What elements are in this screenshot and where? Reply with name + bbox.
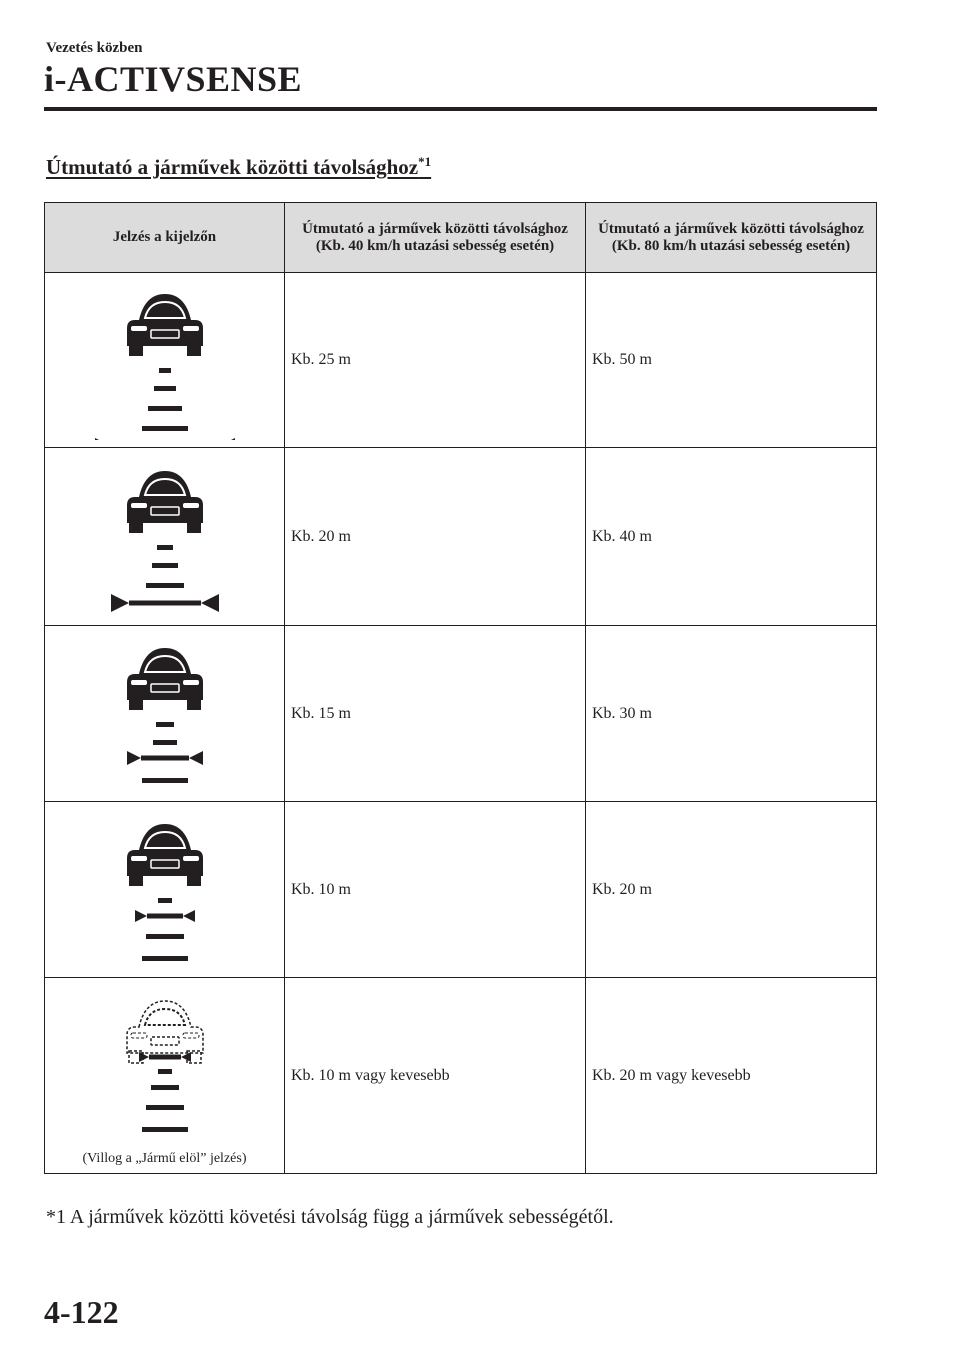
distance-40kmh: Kb. 10 m vagy kevesebb bbox=[285, 978, 586, 1174]
icon-cell bbox=[45, 448, 285, 626]
section-label: Vezetés közben bbox=[46, 40, 143, 56]
distance-bar bbox=[129, 600, 201, 605]
subheading-text: Útmutató a járművek közötti távolsághoz bbox=[46, 155, 419, 179]
icon-cell bbox=[45, 802, 285, 978]
header-distance-40kmh: Útmutató a járművek közötti távolsághoz (Kb. 40 km/h utazási sebesség esetén) bbox=[285, 203, 586, 273]
subheading bbox=[46, 154, 431, 180]
distance-40kmh: Kb. 15 m bbox=[285, 626, 586, 802]
distance-bar bbox=[156, 722, 174, 727]
right-marker-icon bbox=[201, 594, 219, 612]
distance-bar bbox=[142, 778, 188, 783]
distance-bar bbox=[153, 740, 177, 745]
table-header-row bbox=[45, 203, 877, 273]
header-display-indication: Jelzés a kijelzőn bbox=[45, 203, 285, 273]
left-marker-icon bbox=[135, 910, 147, 922]
table-row bbox=[45, 273, 877, 448]
distance-bar bbox=[151, 1085, 179, 1090]
vehicle-ahead-icon bbox=[127, 294, 203, 356]
icon-cell bbox=[45, 273, 285, 448]
table-row bbox=[45, 978, 877, 1174]
vehicle-distance-3-bars-icon bbox=[45, 634, 285, 794]
distance-bar bbox=[141, 755, 189, 760]
distance-bar bbox=[154, 386, 176, 391]
distance-bar bbox=[147, 913, 183, 918]
vehicle-distance-2-bars-icon bbox=[45, 810, 285, 970]
distance-bar bbox=[157, 545, 173, 550]
distance-80kmh: Kb. 20 m bbox=[586, 802, 877, 978]
distance-80kmh: Kb. 40 m bbox=[586, 448, 877, 626]
table-row bbox=[45, 448, 877, 626]
distance-bar bbox=[146, 1105, 184, 1110]
distance-bar bbox=[146, 934, 184, 939]
left-marker-icon bbox=[127, 751, 141, 765]
header-distance-80kmh: Útmutató a járművek közötti távolsághoz (Kb. 80 km/h utazási sebesség esetén) bbox=[586, 203, 877, 273]
icon-cell bbox=[45, 978, 285, 1174]
footnote: *1 A járművek közötti követési távolság függ a járművek sebességétől. bbox=[46, 1206, 614, 1228]
distance-bar bbox=[142, 426, 188, 431]
left-marker-icon bbox=[95, 438, 119, 440]
distance-bar bbox=[152, 563, 178, 568]
footnote-marker: *1 bbox=[418, 154, 432, 169]
distance-bar bbox=[159, 368, 171, 373]
table-row bbox=[45, 802, 877, 978]
distance-40kmh: Kb. 10 m bbox=[285, 802, 586, 978]
right-marker-icon bbox=[211, 438, 235, 440]
distance-bar bbox=[149, 1054, 181, 1059]
icon-cell bbox=[45, 626, 285, 802]
page-title: i-ACTIVSENSE bbox=[44, 59, 303, 99]
distance-guide-table bbox=[44, 202, 877, 1174]
page-number: 4-122 bbox=[44, 1294, 119, 1330]
vehicle-ahead-icon bbox=[127, 471, 203, 533]
distance-80kmh: Kb. 30 m bbox=[586, 626, 877, 802]
right-marker-icon bbox=[189, 751, 203, 765]
title-divider bbox=[44, 107, 877, 111]
distance-bar bbox=[146, 583, 184, 588]
vehicle-distance-4-bars-icon bbox=[45, 457, 285, 617]
flashing-caption: (Villog a „Jármű elöl” jelzés) bbox=[82, 1151, 247, 1166]
distance-bar bbox=[148, 406, 182, 411]
distance-bar bbox=[158, 898, 172, 903]
vehicle-ahead-icon bbox=[127, 648, 203, 710]
distance-40kmh: Kb. 25 m bbox=[285, 273, 586, 448]
distance-bar bbox=[158, 1069, 172, 1074]
table-row bbox=[45, 626, 877, 802]
vehicle-ahead-icon bbox=[127, 824, 203, 886]
distance-80kmh: Kb. 50 m bbox=[586, 273, 877, 448]
distance-bar bbox=[142, 956, 188, 961]
vehicle-distance-flashing-icon bbox=[45, 987, 285, 1147]
distance-bar bbox=[142, 1127, 188, 1132]
vehicle-distance-5-bars-icon bbox=[45, 280, 285, 440]
distance-40kmh: Kb. 20 m bbox=[285, 448, 586, 626]
distance-80kmh: Kb. 20 m vagy kevesebb bbox=[586, 978, 877, 1174]
vehicle-ahead-icon bbox=[127, 1001, 203, 1063]
left-marker-icon bbox=[111, 594, 129, 612]
right-marker-icon bbox=[183, 910, 195, 922]
